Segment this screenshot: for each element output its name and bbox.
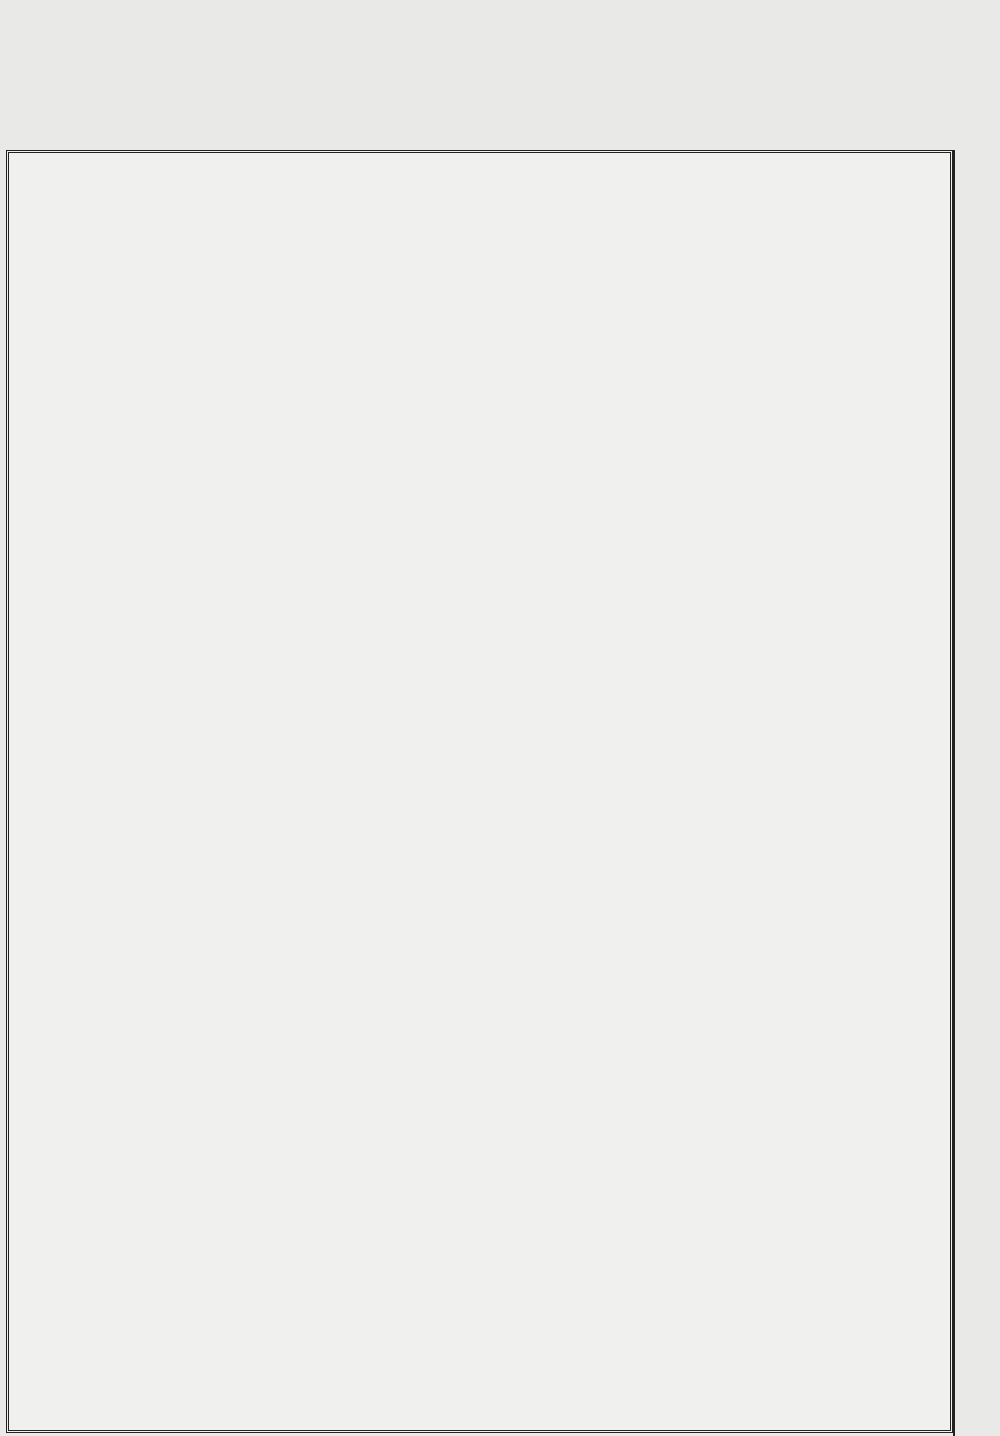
- seal-script-header: [0, 8, 1000, 70]
- text-columns: [13, 159, 946, 1424]
- seal-script-subheader: [0, 68, 1000, 146]
- main-text-frame: [6, 150, 953, 1433]
- page-margin: [953, 150, 1000, 1436]
